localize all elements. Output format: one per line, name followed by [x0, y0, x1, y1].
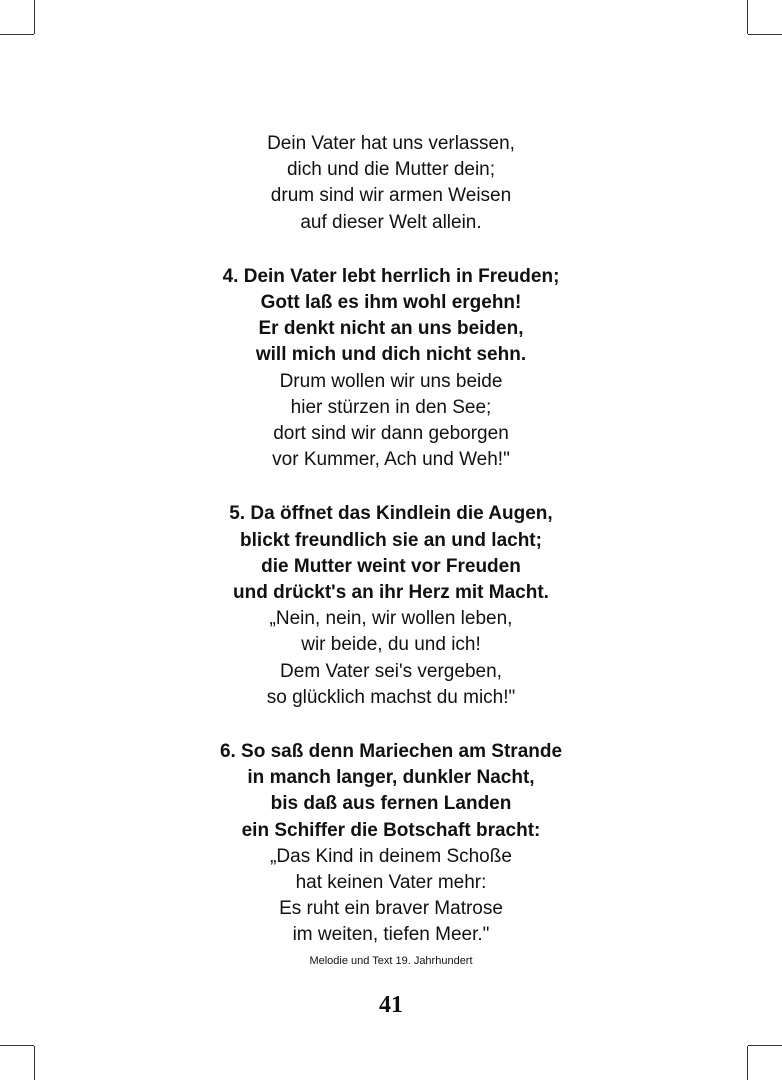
crop-mark-bottom-left-horizontal: [0, 1045, 34, 1046]
verse-line: die Mutter weint vor Freuden: [261, 555, 521, 577]
verse-line: 5. Da öffnet das Kindlein die Augen,: [229, 503, 553, 525]
stanza-5: [0, 501, 782, 711]
verse-line: 6. So saß denn Mariechen am Strande: [219, 741, 563, 763]
verse-line: drum sind wir armen Weisen: [270, 185, 512, 207]
verse-line: Dein Vater hat uns verlassen,: [267, 133, 515, 154]
song-text: [0, 131, 782, 969]
verse-line: Es ruht ein braver Matrose: [279, 898, 503, 920]
verse-line: in manch langer, dunkler Nacht,: [247, 767, 535, 789]
verse-line: Drum wollen wir uns beide: [279, 370, 503, 392]
crop-mark-top-right-horizontal: [748, 34, 782, 35]
verse-line: hier stürzen in den See;: [290, 396, 492, 418]
verse-line: blickt freundlich sie an und lacht;: [240, 529, 542, 551]
crop-mark-top-left-horizontal: [0, 34, 34, 35]
verse-line: ein Schiffer die Botschaft bracht:: [241, 819, 541, 841]
verse-line: dich und die Mutter dein;: [286, 159, 496, 181]
verse-line: wir beide, du und ich!: [301, 634, 481, 656]
verse-line: vor Kummer, Ach und Weh!": [272, 449, 510, 471]
verse-line: und drückt's an ihr Herz mit Macht.: [233, 582, 549, 604]
stanza-6: [0, 739, 782, 949]
verse-line: auf dieser Welt allein.: [300, 211, 482, 233]
verse-line: Er denkt nicht an uns beiden,: [258, 318, 524, 340]
page-number: 41: [379, 992, 403, 1018]
crop-mark-bottom-right-horizontal: [748, 1045, 782, 1046]
verse-line: 4. Dein Vater lebt herrlich in Freuden;: [222, 265, 560, 287]
crop-mark-bottom-right-vertical: [747, 1046, 748, 1080]
verse-line: im weiten, tiefen Meer.": [292, 924, 490, 946]
verse-line: Gott laß es ihm wohl ergehn!: [260, 292, 522, 314]
stanza-4: [0, 264, 782, 474]
verse-line: dort sind wir dann geborgen: [273, 423, 509, 445]
song-credit: Melodie und Text 19. Jahrhundert: [309, 954, 473, 967]
crop-mark-bottom-left-vertical: [34, 1046, 35, 1080]
verse-line: hat keinen Vater mehr:: [295, 872, 487, 894]
verse-line: will mich und dich nicht sehn.: [255, 344, 527, 366]
verse-line: „Nein, nein, wir wollen leben,: [269, 608, 513, 630]
crop-mark-top-right-vertical: [747, 0, 748, 34]
stanza-3-end: [0, 131, 782, 236]
verse-line: so glücklich machst du mich!": [266, 686, 516, 708]
crop-mark-top-left-vertical: [34, 0, 35, 34]
verse-line: „Das Kind in deinem Schoße: [270, 845, 512, 867]
verse-line: bis daß aus fernen Landen: [270, 793, 512, 815]
verse-line: Dem Vater sei's vergeben,: [280, 660, 502, 682]
